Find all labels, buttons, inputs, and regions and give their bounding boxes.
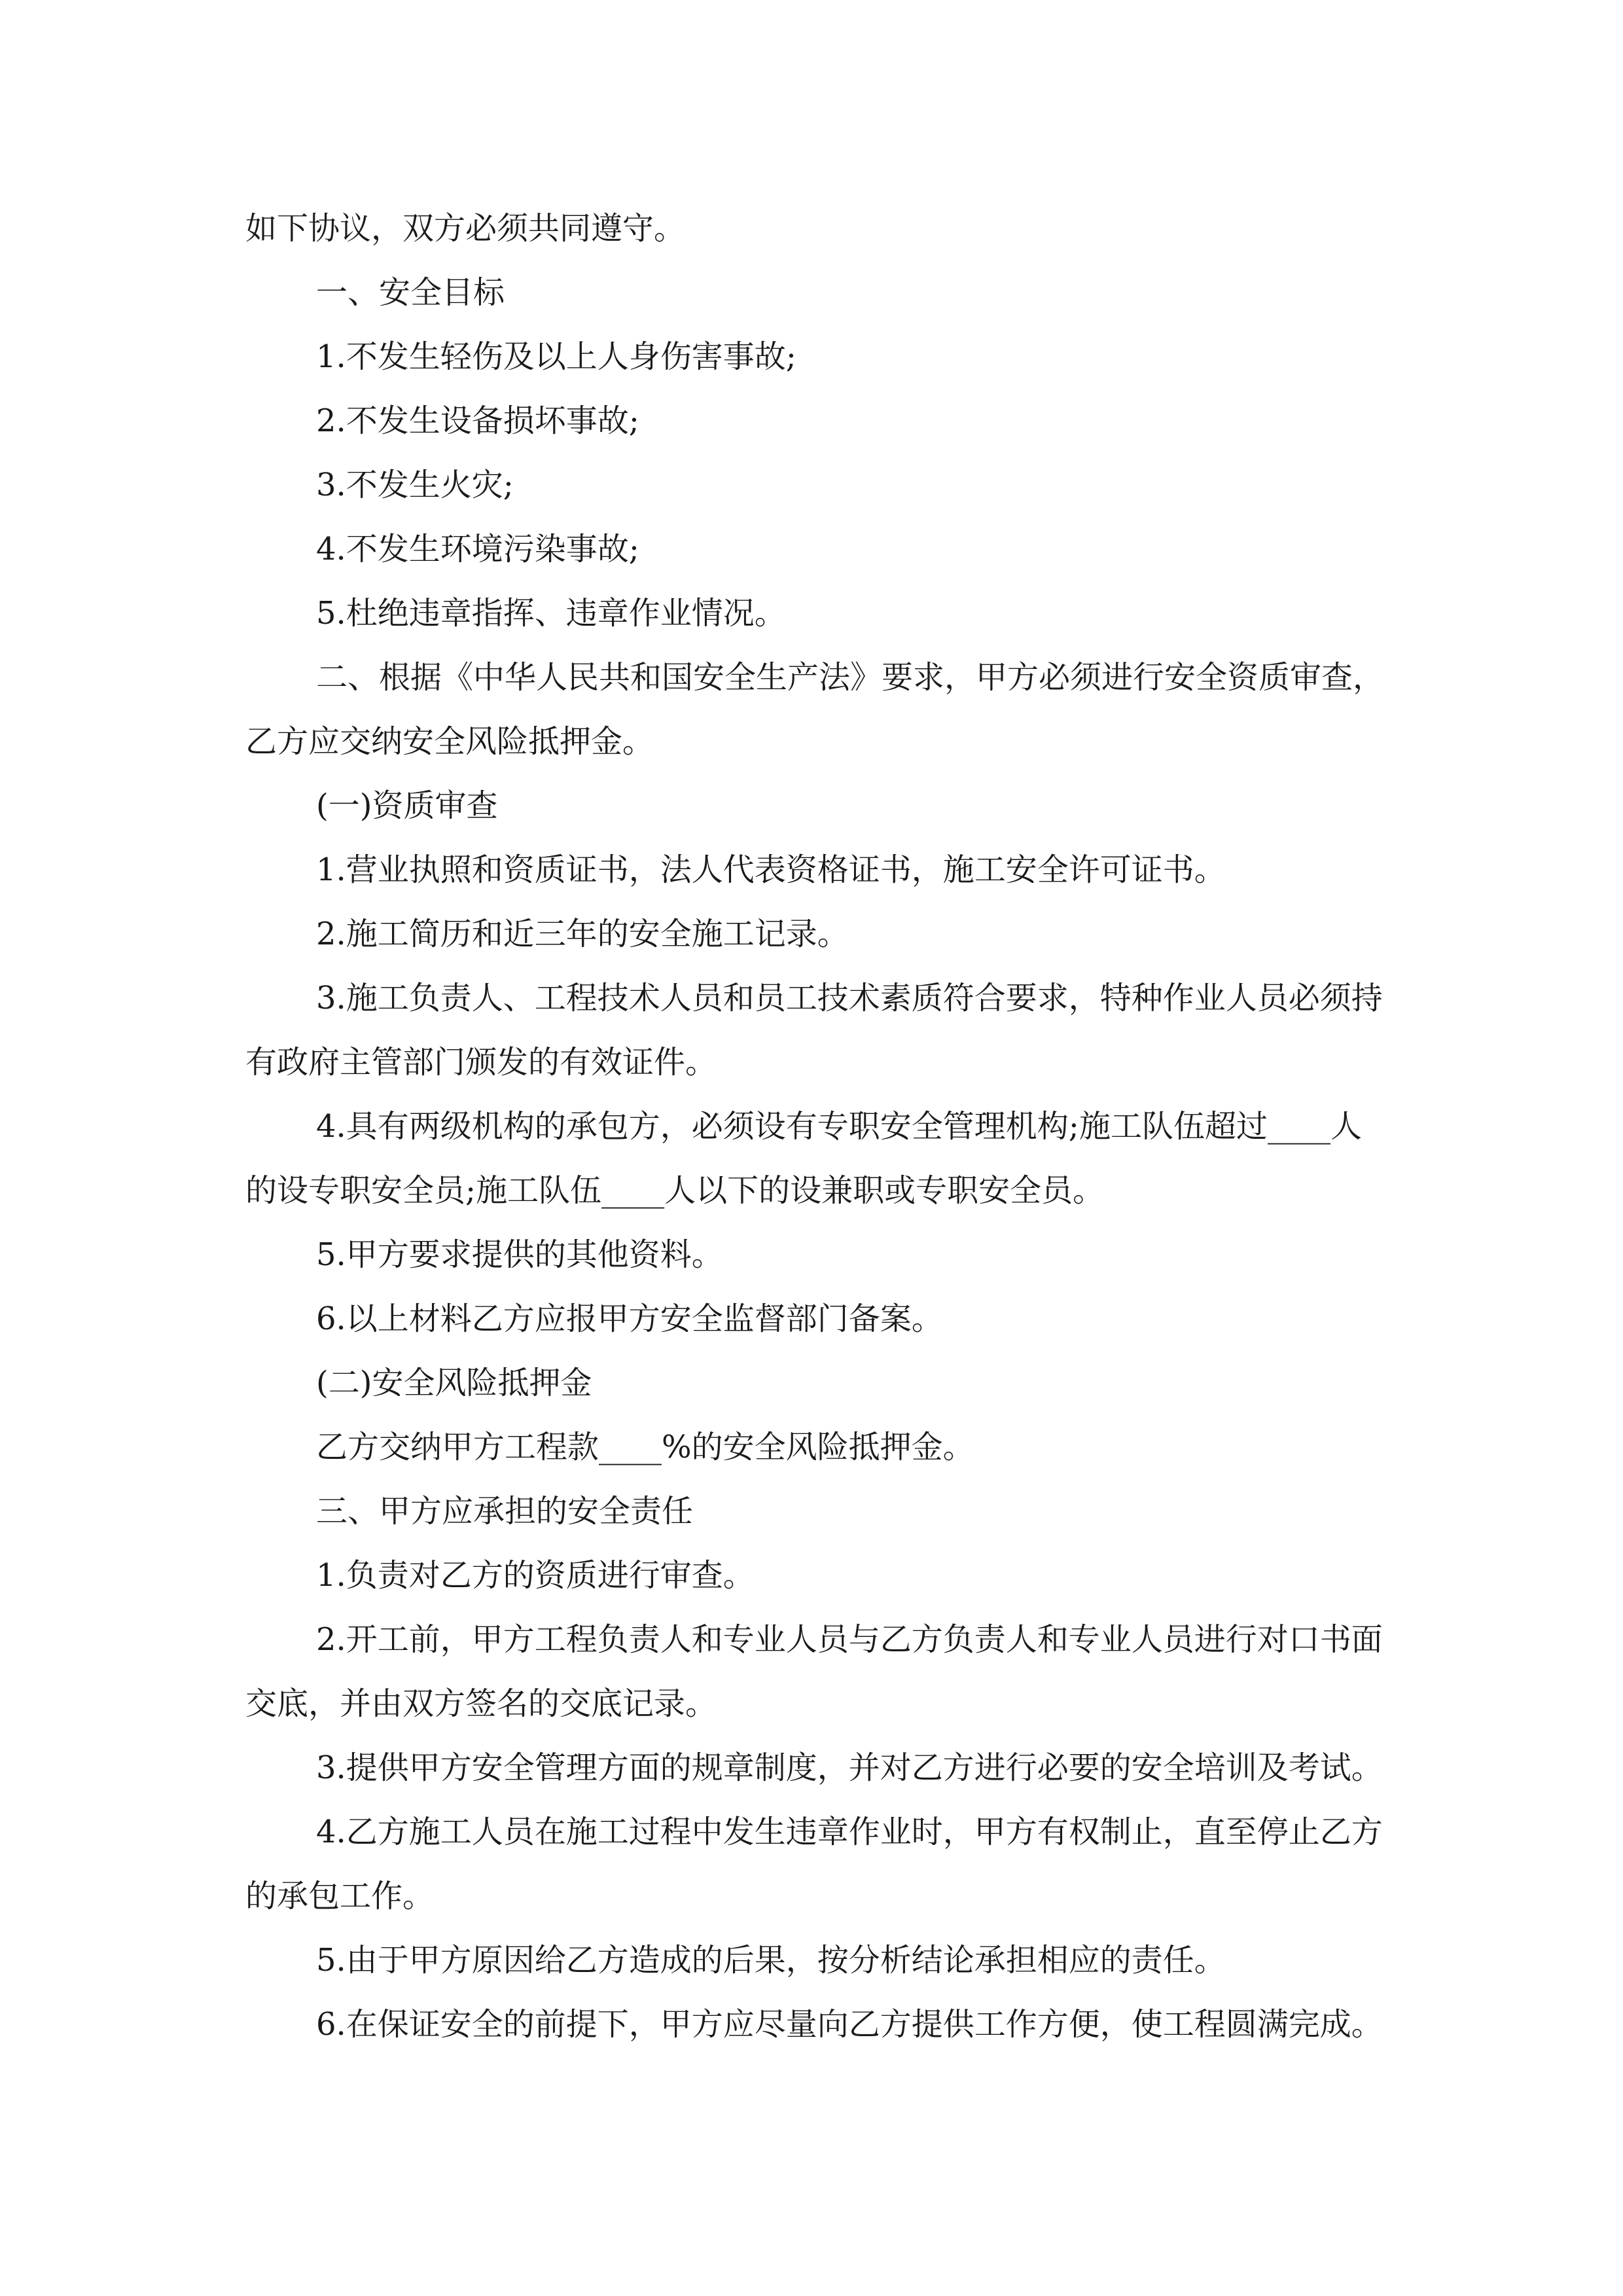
list-item: 1.负责对乙方的资质进行审查。 (316, 1557, 755, 1594)
subheading-risk-deposit: (二)安全风险抵押金 (316, 1365, 592, 1401)
list-item: 3.提供甲方安全管理方面的规章制度，并对乙方进行必要的安全培训及考试。 (316, 1749, 1383, 1786)
subheading-qualification-review: (一)资质审查 (316, 787, 498, 824)
list-item: 4.具有两级机构的承包方，必须设有专职安全管理机构;施工队伍超过____人的设专职安全员;施工队伍____人以下的设兼职或专职安全员。 (245, 1108, 1362, 1209)
list-item: 1.不发生轻伤及以上人身伤害事故; (316, 338, 796, 375)
list-item: 1.营业执照和资质证书，法人代表资格证书，施工安全许可证书。 (316, 852, 1226, 888)
heading-qualification-and-deposit: 二、根据《中华人民共和国安全生产法》要求，甲方必须进行安全资质审查，乙方应交纳安全风险抵押金。 (245, 659, 1385, 760)
list-item: 5.杜绝违章指挥、违章作业情况。 (316, 595, 786, 632)
list-item: 5.由于甲方原因给乙方造成的后果，按分析结论承担相应的责任。 (316, 1942, 1226, 1979)
heading-party-a-responsibilities: 三、甲方应承担的安全责任 (316, 1493, 694, 1530)
paragraph-deposit: 乙方交纳甲方工程款____%的安全风险抵押金。 (316, 1429, 974, 1465)
heading-safety-goals: 一、安全目标 (316, 274, 505, 311)
list-item: 4.乙方施工人员在施工过程中发生违章作业时，甲方有权制止，直至停止乙方的承包工作。 (245, 1814, 1383, 1914)
list-item: 2.开工前，甲方工程负责人和专业人员与乙方负责人和专业人员进行对口书面交底，并由双方签名的交底记录。 (245, 1621, 1383, 1722)
list-item: 2.施工简历和近三年的安全施工记录。 (316, 916, 849, 952)
list-item: 3.施工负责人、工程技术人员和员工技术素质符合要求，特种作业人员必须持有政府主管部门颁发的有效证件。 (245, 980, 1383, 1081)
list-item: 3.不发生火灾; (316, 467, 514, 503)
paragraph-intro: 如下协议，双方必须共同遵守。 (245, 210, 686, 247)
list-item: 6.以上材料乙方应报甲方安全监督部门备案。 (316, 1300, 943, 1337)
list-item: 2.不发生设备损坏事故; (316, 403, 639, 439)
list-item: 5.甲方要求提供的其他资料。 (316, 1236, 723, 1273)
list-item: 6.在保证安全的前提下，甲方应尽量向乙方提供工作方便，使工程圆满完成。 (316, 2006, 1383, 2043)
document-page (245, 196, 1391, 2056)
list-item: 4.不发生环境污染事故; (316, 531, 639, 567)
